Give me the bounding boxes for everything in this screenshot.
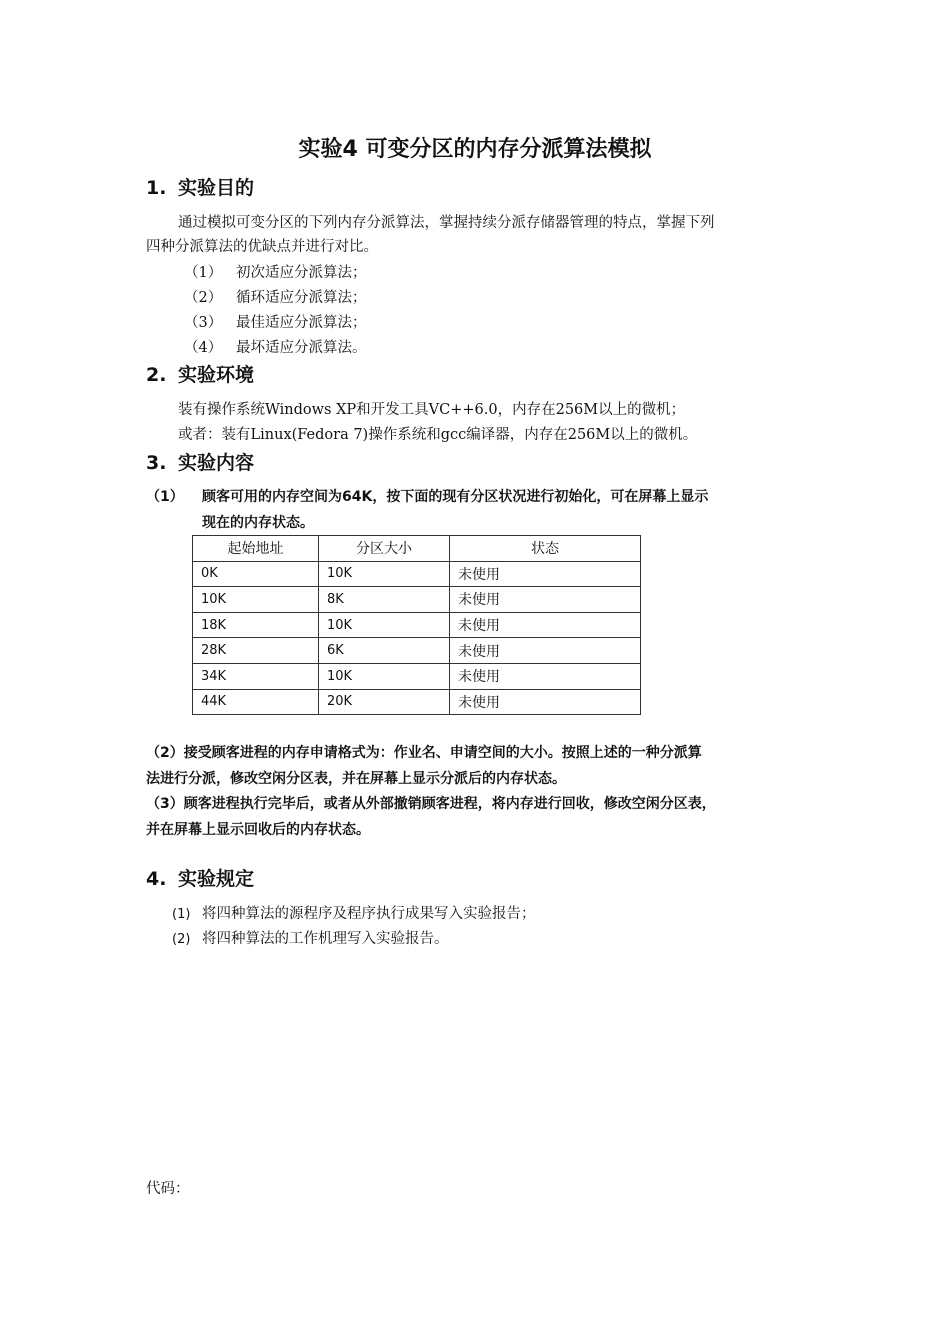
content-item-2 xyxy=(146,740,826,792)
cell-start-address: 18K xyxy=(193,612,319,638)
cell-partition-size: 8K xyxy=(319,587,450,613)
cell-partition-size: 10K xyxy=(319,663,450,689)
content-item-1 xyxy=(146,484,816,536)
content-item-2-line-2: 法进行分派，修改空闲分区表，并在屏幕上显示分派后的内存状态。 xyxy=(146,771,566,787)
table-row xyxy=(193,689,641,715)
code-label: 代码： xyxy=(146,1181,190,1197)
purpose-item xyxy=(184,261,367,285)
partition-table xyxy=(192,535,641,715)
content-item-3-line-2: 并在屏幕上显示回收后的内存状态。 xyxy=(146,822,370,838)
table-row xyxy=(193,587,641,613)
requirement-text: 将四种算法的源程序及程序执行成果写入实验报告； xyxy=(202,906,536,922)
section-1-number: 1. xyxy=(146,177,167,199)
purpose-item xyxy=(184,336,367,360)
section-4-number: 4. xyxy=(146,868,167,890)
cell-start-address: 0K xyxy=(193,561,319,587)
purpose-intro-line-2: 四种分派算法的优缺点并进行对比。 xyxy=(146,239,378,255)
requirement-number: (2) xyxy=(172,932,191,947)
section-3-number: 3. xyxy=(146,452,167,474)
cell-start-address: 34K xyxy=(193,663,319,689)
purpose-item-number: （1） xyxy=(184,265,223,281)
purpose-item-number: （2） xyxy=(184,290,223,306)
section-2-heading xyxy=(146,360,254,387)
content-item-2-line-1: （2）接受顾客进程的内存申请格式为：作业名、申请空间的大小。按照上述的一种分派算 xyxy=(146,745,702,761)
purpose-item-number: （3） xyxy=(184,315,223,331)
table-row xyxy=(193,561,641,587)
purpose-item xyxy=(184,286,367,310)
page-title: 实验4 可变分区的内存分派算法模拟 xyxy=(298,137,652,162)
content-item-3-line-1: （3）顾客进程执行完毕后，或者从外部撤销顾客进程，将内存进行回收，修改空闲分区表， xyxy=(146,796,716,812)
purpose-item-text: 循环适应分派算法； xyxy=(236,290,367,306)
section-2-number: 2. xyxy=(146,364,167,386)
section-1-title: 实验目的 xyxy=(178,177,255,199)
section-3-heading xyxy=(146,448,254,475)
column-header-status: 状态 xyxy=(450,536,641,562)
section-1-heading xyxy=(146,173,254,200)
table-row xyxy=(193,638,641,664)
environment-line-1: 装有操作系统Windows XP和开发工具VC++6.0，内存在256M以上的微机； xyxy=(178,402,686,418)
purpose-item-number: （4） xyxy=(184,340,223,356)
requirement-item xyxy=(172,927,449,952)
purpose-intro xyxy=(146,211,811,259)
cell-partition-size: 10K xyxy=(319,612,450,638)
section-4-title: 实验规定 xyxy=(178,868,255,890)
table-header-row xyxy=(193,536,641,562)
section-2-title: 实验环境 xyxy=(178,364,255,386)
purpose-item-text: 初次适应分派算法； xyxy=(236,265,367,281)
purpose-item-text: 最坏适应分派算法。 xyxy=(236,340,367,356)
table-row xyxy=(193,663,641,689)
purpose-item-text: 最佳适应分派算法； xyxy=(236,315,367,331)
cell-status: 未使用 xyxy=(450,561,641,587)
cell-status: 未使用 xyxy=(450,612,641,638)
cell-status: 未使用 xyxy=(450,663,641,689)
column-header-start-address: 起始地址 xyxy=(193,536,319,562)
table-row xyxy=(193,612,641,638)
content-item-1-line-2: 现在的内存状态。 xyxy=(202,515,314,531)
cell-status: 未使用 xyxy=(450,689,641,715)
environment-line-2: 或者：装有Linux(Fedora 7)操作系统和gcc编译器，内存在256M以上的微机。 xyxy=(178,427,698,443)
content-item-1-number: （1） xyxy=(146,489,184,505)
requirement-text: 将四种算法的工作机理写入实验报告。 xyxy=(202,931,449,947)
requirement-item xyxy=(172,902,536,927)
cell-status: 未使用 xyxy=(450,638,641,664)
column-header-partition-size: 分区大小 xyxy=(319,536,450,562)
cell-partition-size: 10K xyxy=(319,561,450,587)
cell-start-address: 44K xyxy=(193,689,319,715)
purpose-intro-line-1: 通过模拟可变分区的下列内存分派算法，掌握持续分派存储器管理的特点，掌握下列 xyxy=(178,215,715,231)
cell-partition-size: 6K xyxy=(319,638,450,664)
cell-status: 未使用 xyxy=(450,587,641,613)
requirement-number: (1) xyxy=(172,907,191,922)
section-4-heading xyxy=(146,864,254,891)
cell-partition-size: 20K xyxy=(319,689,450,715)
content-item-3 xyxy=(146,791,836,843)
section-3-title: 实验内容 xyxy=(178,452,255,474)
cell-start-address: 28K xyxy=(193,638,319,664)
content-item-1-line-1: 顾客可用的内存空间为64K，按下面的现有分区状况进行初始化，可在屏幕上显示 xyxy=(202,489,709,505)
purpose-item xyxy=(184,311,367,335)
cell-start-address: 10K xyxy=(193,587,319,613)
